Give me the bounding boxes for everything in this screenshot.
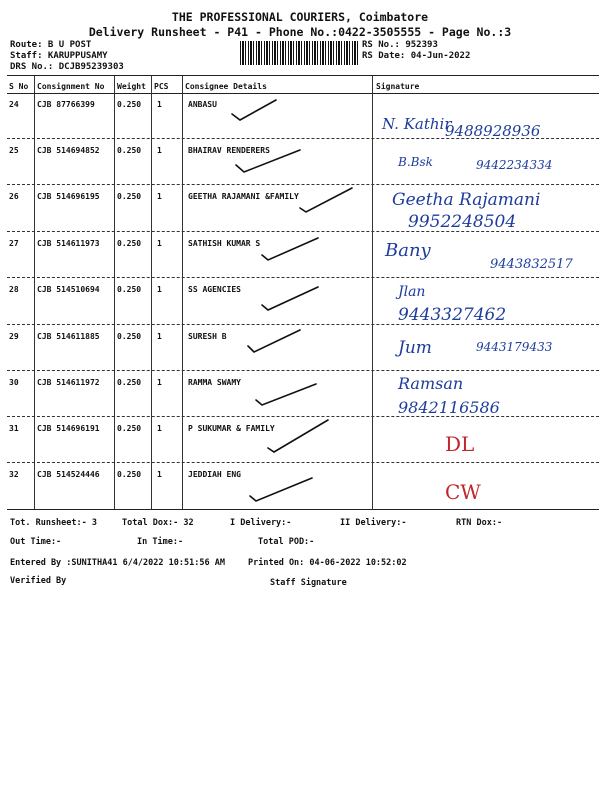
row-weight: 0.250 [117,332,142,341]
col-header-consignee: Consignee Details [185,82,267,91]
signature-name: DL [445,432,475,456]
row-weight: 0.250 [117,100,142,109]
col-header-consignment: Consignment No [37,82,105,91]
staff-signature: Staff Signature [270,578,347,588]
row-pcs: 1 [157,239,162,248]
row-pcs: 1 [157,332,162,341]
row-weight: 0.250 [117,192,142,201]
out-time: Out Time:- [10,537,62,547]
col-header-signature: Signature [376,82,420,91]
row-sno: 30 [9,378,19,387]
i-delivery: I Delivery:- [230,518,292,528]
row-consignment: CJB 514611973 [37,239,100,248]
row-sno: 27 [9,239,19,248]
row-consignee: BHAIRAV RENDERERS [188,146,270,155]
rs-number: RS No.: 952393 [362,40,438,50]
row-sno: 28 [9,285,19,294]
row-weight: 0.250 [117,146,142,155]
row-consignee: GEETHA RAJAMANI &FAMILY [188,192,299,201]
route-label: Route: B U POST [10,40,92,50]
row-consignment: CJB 514694852 [37,146,100,155]
signature-name: Jum [398,338,432,358]
col-header-pcs: PCS [154,82,169,91]
row-pcs: 1 [157,285,162,294]
row-pcs: 1 [157,146,162,155]
row-consignee: RAMMA SWAMY [188,378,241,387]
row-weight: 0.250 [117,378,142,387]
check-mark-icon [250,478,312,501]
signature-phone: 9443327462 [398,305,507,325]
row-consignment: CJB 514696191 [37,424,100,433]
check-mark-icon [262,238,318,260]
check-mark-icon [300,188,352,212]
signature-name: Geetha Rajamani [392,190,541,210]
check-mark-icon [248,330,300,352]
check-mark-icon [232,100,276,120]
row-weight: 0.250 [117,470,142,479]
staff-label: Staff: KARUPPUSAMY [10,51,108,61]
ii-delivery: II Delivery:- [340,518,407,528]
rs-date: RS Date: 04-Jun-2022 [362,51,471,61]
signature-phone: 9443832517 [490,257,573,272]
row-consignment: CJB 87766399 [37,100,95,109]
row-weight: 0.250 [117,285,142,294]
row-weight: 0.250 [117,239,142,248]
row-consignee: SURESH B [188,332,227,341]
signature-name: B.Bsk [398,155,433,169]
row-sno: 29 [9,332,19,341]
row-sno: 26 [9,192,19,201]
row-pcs: 1 [157,100,162,109]
signature-name: Jlan [398,284,426,300]
col-header-sno: S No [9,82,29,91]
check-mark-icon [262,287,318,310]
row-consignment: CJB 514611885 [37,332,100,341]
row-sno: 31 [9,424,19,433]
drs-number: DRS No.: DCJB95239303 [10,62,124,72]
entered-by: Entered By :SUNITHA41 6/4/2022 10:51:56 AM [10,558,225,568]
signature-phone: 9952248504 [408,212,517,232]
signature-phone: 9488928936 [445,122,541,140]
signature-name: Bany [385,240,431,261]
signature-phone: 9442234334 [476,158,553,172]
printed-on: Printed On: 04-06-2022 10:52:02 [248,558,407,568]
row-consignee: ANBASU [188,100,217,109]
company-title: THE PROFESSIONAL COURIERS, Coimbatore [171,10,429,24]
row-consignment: CJB 514611972 [37,378,100,387]
col-header-weight: Weight [117,82,146,91]
verified-by: Verified By [10,576,67,586]
signature-name: Ramsan [398,374,464,393]
signature-phone: 9443179433 [476,340,553,354]
row-consignment: CJB 514696195 [37,192,100,201]
row-pcs: 1 [157,470,162,479]
row-consignee: SATHISH KUMAR S [188,239,261,248]
check-mark-icon [268,420,328,452]
runsheet-subtitle: Delivery Runsheet - P41 - Phone No.:0422-3505555 - Page No.:3 [88,25,512,39]
row-pcs: 1 [157,192,162,201]
total-pod: Total POD:- [258,537,315,547]
in-time: In Time:- [137,537,184,547]
check-mark-icon [256,384,316,405]
signature-name: CW [445,480,481,504]
row-consignment: CJB 514524446 [37,470,100,479]
row-consignee: P SUKUMAR & FAMILY [188,424,275,433]
rtn-dox: RTN Dox:- [456,518,503,528]
row-sno: 32 [9,470,19,479]
signature-name: N. Kathir [382,115,452,133]
row-pcs: 1 [157,378,162,387]
row-sno: 24 [9,100,19,109]
tot-runsheet: Tot. Runsheet:- 3 [10,518,97,528]
row-weight: 0.250 [117,424,142,433]
signature-phone: 9842116586 [398,398,500,417]
row-sno: 25 [9,146,19,155]
check-mark-icon [236,150,300,172]
total-dox: Total Dox:- 32 [122,518,194,528]
row-consignee: SS AGENCIES [188,285,241,294]
row-consignment: CJB 514510694 [37,285,100,294]
row-pcs: 1 [157,424,162,433]
row-consignee: JEDDIAH ENG [188,470,241,479]
